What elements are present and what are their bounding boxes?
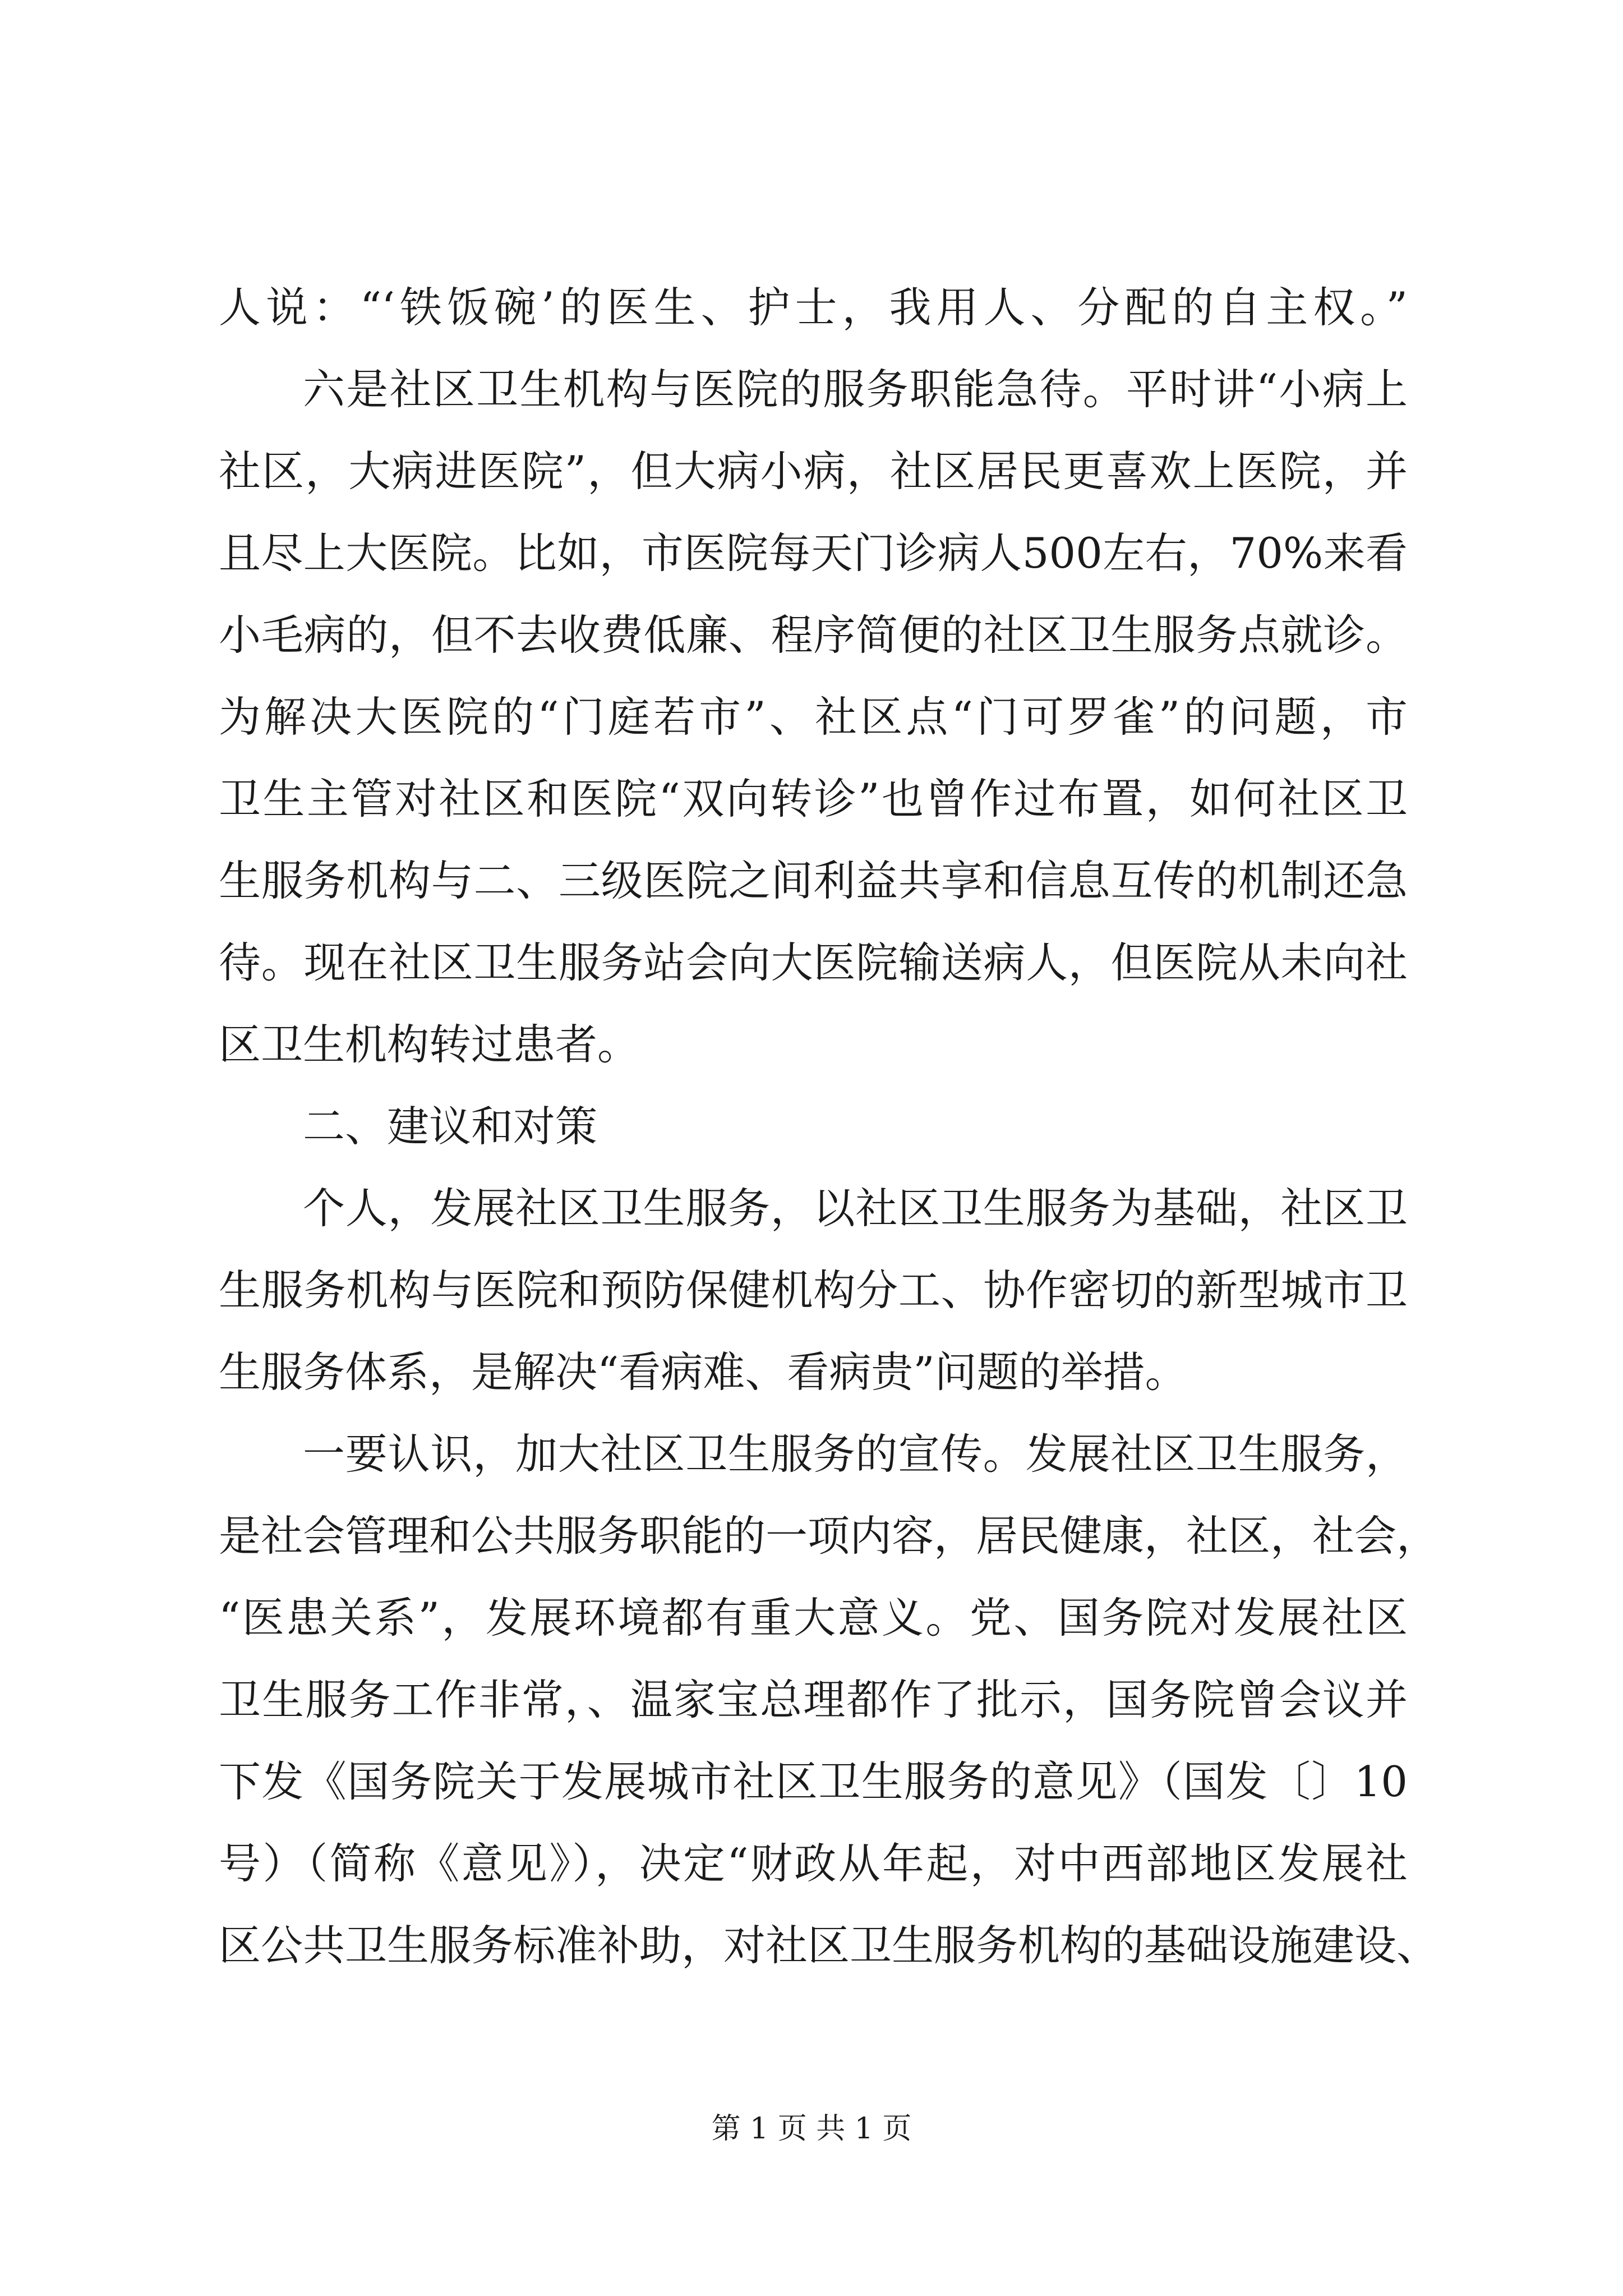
section-heading: 二、建议和对策 <box>303 1102 598 1151</box>
text-line: 个人，发展社区卫生服务，以社区卫生服务为基础，社区卫 <box>303 1184 1408 1233</box>
text-line: “医患关系”，发展环境都有重大意义。党、国务院对发展社区 <box>219 1593 1408 1642</box>
text-line: 号）（简称《意见》），决定“财政从年起，对中西部地区发展社 <box>219 1839 1408 1888</box>
text-line: 区卫生机构转过患者。 <box>219 1020 640 1069</box>
text-line: 一要认识，加大社区卫生服务的宣传。发展社区卫生服务， <box>303 1429 1408 1479</box>
page-footer <box>0 2105 1623 2147</box>
text-line: 人说：“‘铁饭碗’的医生、护士，我用人、分配的自主权。” <box>219 283 1408 332</box>
text-line: 社区，大病进医院”，但大病小病，社区居民更喜欢上医院，并 <box>219 447 1408 496</box>
text-line: 是社会管理和公共服务职能的一项内容，居民健康，社区，社会， <box>219 1511 1439 1561</box>
text-line: 且尽上大医院。比如，市医院每天门诊病人500左右，70%来看 <box>219 528 1408 578</box>
text-line: 下发《国务院关于发展城市社区卫生服务的意见》（国发〔〕10 <box>219 1757 1408 1806</box>
text-line: 生服务机构与二、三级医院之间利益共享和信息互传的机制还急 <box>219 856 1408 905</box>
text-line: 生服务机构与医院和预防保健机构分工、协作密切的新型城市卫 <box>219 1266 1408 1315</box>
text-line: 待。现在社区卫生服务站会向大医院输送病人，但医院从未向社 <box>219 938 1408 987</box>
text-line: 为解决大医院的“门庭若市”、社区点“门可罗雀”的问题，市 <box>219 692 1408 742</box>
text-line: 六是社区卫生机构与医院的服务职能急待。平时讲“小病上 <box>303 365 1408 414</box>
text-line: 生服务体系，是解决“看病难、看病贵”问题的举措。 <box>219 1347 1187 1397</box>
page-number-label: 第 1 页 共 1 页 <box>711 2112 912 2146</box>
text-line: 小毛病的，但不去收费低廉、程序简便的社区卫生服务点就诊。 <box>219 610 1408 660</box>
document-body <box>219 266 1439 1986</box>
text-line: 区公共卫生服务标准补助，对社区卫生服务机构的基础设施建设、 <box>219 1921 1439 1970</box>
text-line: 卫生服务工作非常，、温家宝总理都作了批示，国务院曾会议并 <box>219 1675 1408 1724</box>
text-line: 卫生主管对社区和医院“双向转诊”也曾作过布置，如何社区卫 <box>219 774 1408 823</box>
